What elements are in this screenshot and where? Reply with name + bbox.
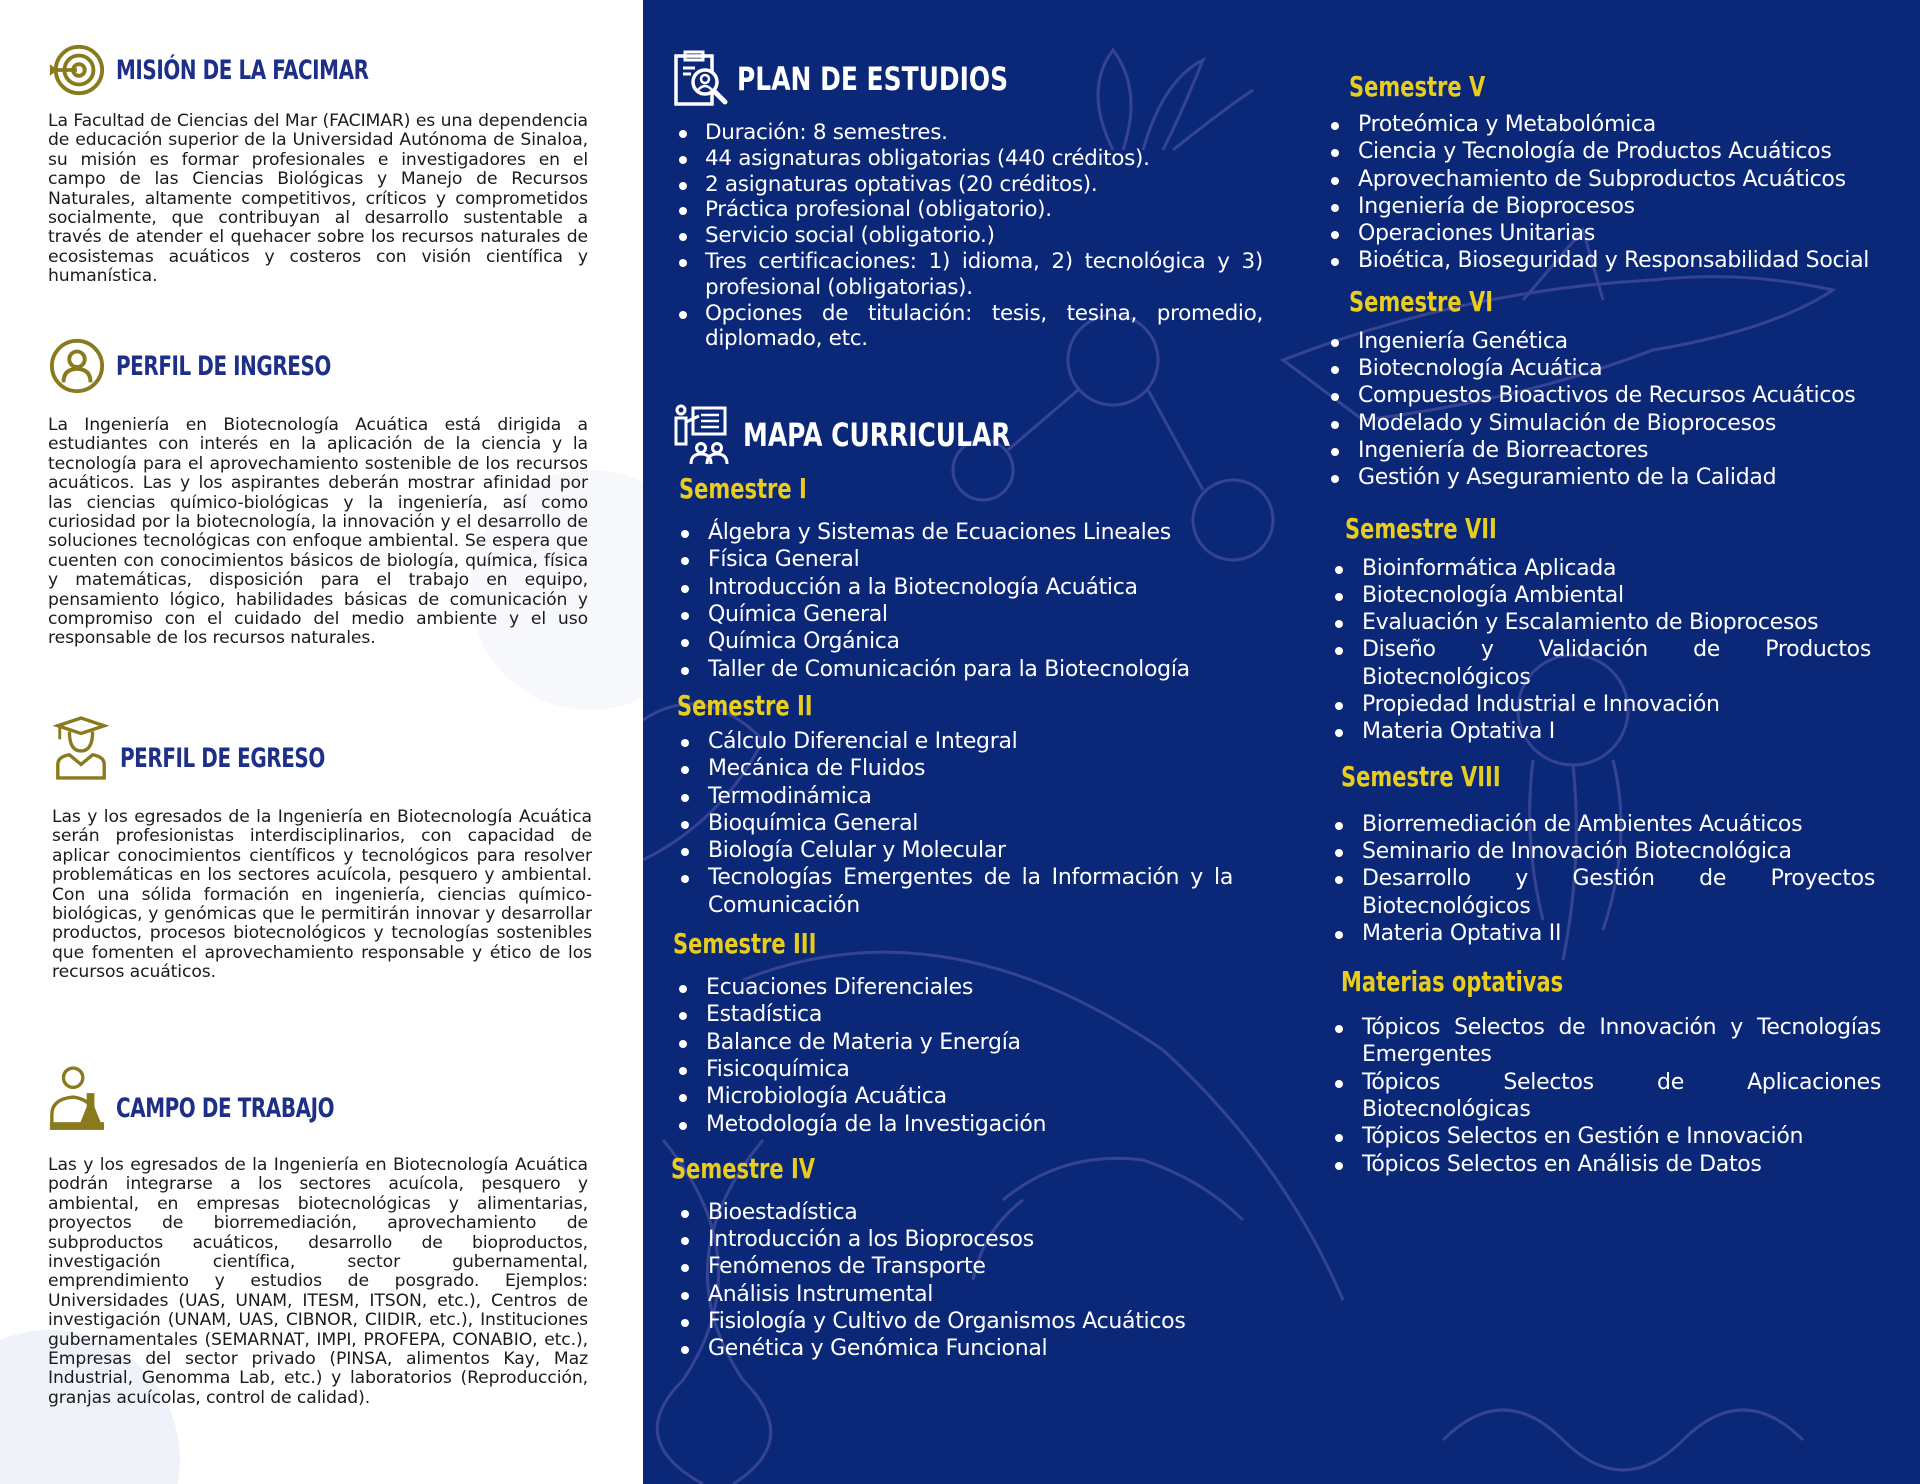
semester-block [1323,70,1893,275]
course-item: Genética y Genómica Funcional [673,1335,1263,1362]
course-item: Análisis Instrumental [673,1281,1263,1308]
list-item: Duración: 8 semestres. [673,120,1263,146]
semester-title: Semestre I [679,472,807,506]
semester-course-list [673,1199,1263,1363]
course-item: Compuestos Bioactivos de Recursos Acuáticos [1323,382,1875,409]
semester-course-list [671,974,1231,1138]
right-panel [643,0,1920,1484]
semester-block [673,472,1273,683]
optativas-title: Materias optativas [1341,965,1564,999]
course-item: Diseño y Validación de Productos Biotecnológicos [1327,636,1871,691]
course-item: Física General [673,546,1233,573]
course-item: Tópicos Selectos en Análisis de Datos [1327,1151,1881,1178]
semester-course-list [1327,811,1875,947]
mision-section [48,40,588,287]
perfil-ingreso-title: PERFIL DE INGRESO [116,350,331,382]
course-item: Ingeniería Genética [1323,328,1875,355]
semester-course-list [1323,328,1875,492]
campo-trabajo-title: CAMPO DE TRABAJO [116,1092,335,1124]
course-item: Biotecnología Acuática [1323,355,1875,382]
perfil-egreso-section [52,712,592,983]
course-item: Termodinámica [673,783,1233,810]
course-item: Mecánica de Fluidos [673,755,1233,782]
perfil-egreso-title: PERFIL DE EGRESO [120,742,325,774]
course-item: Introducción a la Biotecnología Acuática [673,574,1233,601]
perfil-ingreso-section [48,336,588,649]
course-item: Proteómica y Metabolómica [1323,111,1885,138]
course-item: Fisicoquímica [671,1056,1231,1083]
perfil-egreso-text: Las y los egresados de la Ingeniería en Biotecnología Acuática serán profesionistas interdisciplinarios, con capacidad de aplicar conocimientos científicos y tecnológicos para resolver problemáticas en los sectores acuícola, pesquero y ambiental. Con una sólida formación en ingeniería, ciencias químico-biológicas, y genómicas que le permitirán innovar y desarrollar productos, procesos biotecnológicos y tecnologías sostenibles que fomenten el aprovechamiento responsable y ético de los recursos acuáticos. [52,807,592,983]
list-item: 44 asignaturas obligatorias (440 créditos). [673,146,1263,172]
course-item: Bioética, Bioseguridad y Responsabilidad Social [1323,247,1885,274]
course-item: Seminario de Innovación Biotecnológica [1327,838,1875,865]
semester-course-list [673,728,1233,919]
course-item: Tópicos Selectos en Gestión e Innovación [1327,1123,1881,1150]
semester-course-list [1327,555,1871,746]
course-item: Modelado y Simulación de Bioprocesos [1323,410,1875,437]
column-plan-estudios [673,50,1273,1363]
course-item: Biología Celular y Molecular [673,837,1233,864]
clipboard-search-icon [673,50,729,108]
semester-course-list [673,519,1233,683]
course-item: Química Orgánica [673,628,1233,655]
course-item: Álgebra y Sistemas de Ecuaciones Lineales [673,519,1233,546]
target-icon [48,41,106,99]
plan-estudios-title: PLAN DE ESTUDIOS [737,60,1009,98]
course-item: Gestión y Aseguramiento de la Calidad [1323,464,1875,491]
course-item: Aprovechamiento de Subproductos Acuáticos [1323,166,1885,193]
scientist-icon [48,1062,106,1134]
course-item: Propiedad Industrial e Innovación [1327,691,1871,718]
list-item: Práctica profesional (obligatorio). [673,197,1263,223]
course-item: Ciencia y Tecnología de Productos Acuáticos [1323,138,1885,165]
semester-block [673,689,1273,919]
list-item: Tres certificaciones: 1) idioma, 2) tecnológica y 3) profesional (obligatorias). [673,249,1263,301]
user-circle-icon [48,337,106,395]
semester-title: Semestre IV [671,1151,816,1185]
semester-block [673,1152,1273,1363]
semester-title: Semestre II [677,688,813,722]
campo-trabajo-section [48,1060,588,1408]
course-item: Tecnologías Emergentes de la Información y la Comunicación [673,864,1233,919]
course-item: Bioquímica General [673,810,1233,837]
course-item: Desarrollo y Gestión de Proyectos Biotecnológicos [1327,865,1875,920]
course-item: Química General [673,601,1233,628]
course-item: Introducción a los Bioprocesos [673,1226,1263,1253]
course-item: Ingeniería de Bioprocesos [1323,193,1885,220]
semester-block [673,927,1273,1138]
course-item: Materia Optativa I [1327,718,1871,745]
left-panel [0,0,643,1484]
course-item: Cálculo Diferencial e Integral [673,728,1233,755]
plan-estudios-header [673,50,1273,108]
optativas-block [1323,965,1893,1178]
course-item: Materia Optativa II [1327,920,1875,947]
mapa-curricular-title: MAPA CURRICULAR [743,416,1011,455]
list-item: Opciones de titulación: tesis, tesina, promedio, diplomado, etc. [673,301,1263,353]
course-item: Bioinformática Aplicada [1327,555,1871,582]
course-item: Tópicos Selectos de Innovación y Tecnologías Emergentes [1327,1014,1881,1069]
course-item: Fenómenos de Transporte [673,1253,1263,1280]
optativas-list [1327,1014,1881,1178]
semester-title: Semestre VI [1349,284,1494,318]
semester-block [1323,760,1893,947]
semester-title: Semestre V [1349,70,1486,103]
mision-text: La Facultad de Ciencias del Mar (FACIMAR) es una dependencia de educación superior de la Universidad Autónoma de Sinaloa, su misión es formar profesionales e investigadores en el campo de las Ciencias Biológicas y Manejo de Recursos Naturales, altamente competitivos, críticos y comprometidos socialmente, que contribuyan al desarrollo sustentable a través de atender el quehacer sobre los recursos naturales de ecosistemas acuáticos y costeros con visión científica y humanística. [48,111,588,287]
course-item: Biorremediación de Ambientes Acuáticos [1327,811,1875,838]
semester-course-list [1323,111,1885,275]
course-item: Biotecnología Ambiental [1327,582,1871,609]
perfil-ingreso-text: La Ingeniería en Biotecnología Acuática está dirigida a estudiantes con interés en la aplicación de la ciencia y la tecnología para el aprovechamiento sostenible de los recursos acuáticos. Las y los aspirantes deberán mostrar afinidad por las ciencias químico-biológicas y la ingeniería, así como curiosidad por la biotecnología, la innovación y el desarrollo de soluciones tecnológicas con enfoque ambiental. Se espera que cuenten con conocimientos básicos de biología, química, física y matemáticas, disposición para el trabajo en equipo, pensamiento lógico, habilidades básicas de comunicación y compromiso con el cuidado del medio ambiente y el uso responsable de los recursos naturales. [48,415,588,649]
course-item: Metodología de la Investigación [671,1111,1231,1138]
plan-estudios-list [673,120,1263,352]
campo-trabajo-text: Las y los egresados de la Ingeniería en Biotecnología Acuática podrán integrarse a los sectores acuícola, pesquero y ambiental, en empresas biotecnológicas y alimentarias, proyectos de biorremediación, aprovechamiento de subproductos acuáticos, desarrollo de bioproductos, investigación científica, sector gubernamental, emprendimiento y estudios de posgrado. Ejemplos: Universidades (UAS, UNAM, ITESM, ITSON, etc.), Centros de investigación (UNAM, UAS, CIBNOR, CIIDIR, etc.), Instituciones gubernamentales (SEMARNAT, IMPI, PROFEPA, CONABIO, etc.), Empresas del sector privado (PINSA, alimentos Kay, Maz Industrial, Genomma Lab, etc.) y laboratorios (Reproducción, granjas acuícolas, control de calidad). [48,1155,588,1408]
course-item: Tópicos Selectos de Aplicaciones Biotecnológicas [1327,1069,1881,1124]
course-item: Fisiología y Cultivo de Organismos Acuáticos [673,1308,1263,1335]
course-item: Microbiología Acuática [671,1083,1231,1110]
mision-title: MISIÓN DE LA FACIMAR [116,54,369,86]
course-item: Operaciones Unitarias [1323,220,1885,247]
course-item: Taller de Comunicación para la Biotecnología [673,656,1233,683]
mapa-curricular-header [673,404,1273,466]
list-item: Servicio social (obligatorio.) [673,223,1263,249]
semester-block [1323,285,1893,492]
semester-title: Semestre VIII [1341,759,1501,793]
semester-title: Semestre III [673,927,817,961]
column-semestres-superiores [1323,70,1893,1178]
course-item: Ecuaciones Diferenciales [671,974,1231,1001]
semester-title: Semestre VII [1345,511,1497,545]
course-item: Evaluación y Escalamiento de Bioprocesos [1327,609,1871,636]
graduate-icon [52,713,110,783]
course-item: Balance de Materia y Energía [671,1029,1231,1056]
course-item: Bioestadística [673,1199,1263,1226]
semester-block [1323,512,1893,746]
list-item: 2 asignaturas optativas (20 créditos). [673,172,1263,198]
course-item: Ingeniería de Biorreactores [1323,437,1875,464]
presentation-icon [673,404,735,466]
course-item: Estadística [671,1001,1231,1028]
